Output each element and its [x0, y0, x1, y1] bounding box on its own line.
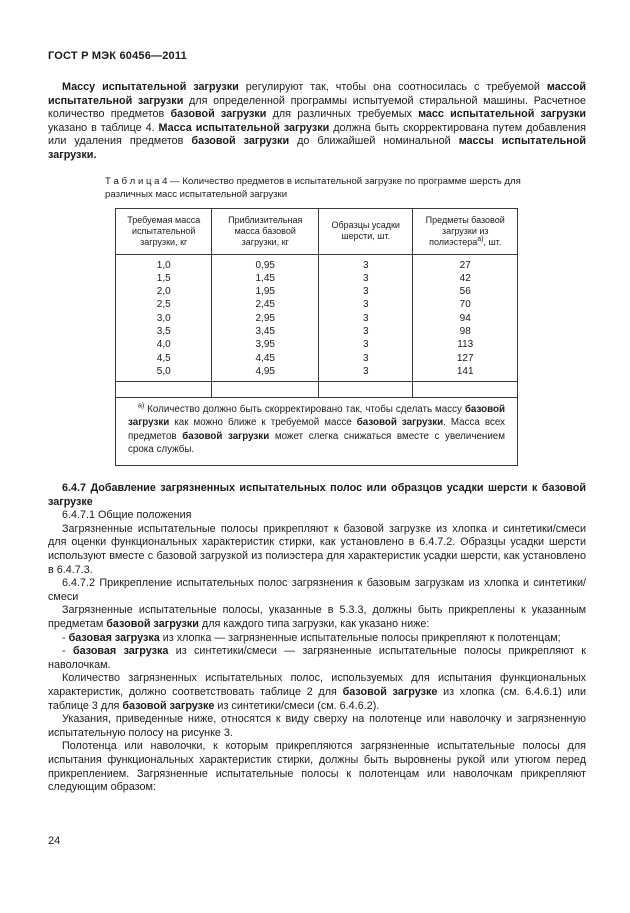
table-row [116, 285, 518, 298]
list-item-synthetic: - базовая загрузка из синтетики/смеси — загрязненные испытательные полосы прикрепляют к наволочкам. [48, 645, 586, 671]
table-cell: 3 [318, 298, 412, 311]
paragraph-directions: Указания, приведенные ниже, относятся к виду сверху на полотенце или наволочку и загрязненную испытательную полосу на рисунке 3. [48, 713, 586, 739]
table-cell: 3 [318, 272, 412, 285]
table-cell: 27 [413, 254, 518, 272]
table-cell: 42 [413, 272, 518, 285]
table-body [116, 254, 518, 382]
table-row [116, 365, 518, 382]
table-cell: 56 [413, 285, 518, 298]
table-cell: 2,0 [116, 285, 212, 298]
column-header-required-mass: Требуемая масса испытательной загрузки, кг [116, 208, 212, 254]
table-cell: 0,95 [212, 254, 319, 272]
section-heading-6472: 6.4.7.2 Прикрепление испытательных полос загрязнения к базовым загрузкам из хлопка и синтетики/смеси [48, 577, 586, 603]
table-cell: 4,95 [212, 365, 319, 382]
table-cell: 98 [413, 325, 518, 338]
table-cell: 1,45 [212, 272, 319, 285]
table-cell: 3,95 [212, 338, 319, 351]
table-cell: 113 [413, 338, 518, 351]
section-heading-647: 6.4.7 Добавление загрязненных испытательных полос или образцов усадки шерсти к базовой загрузке [48, 482, 586, 508]
table-cell: 1,0 [116, 254, 212, 272]
table-cell: 3 [318, 254, 412, 272]
table-row [116, 272, 518, 285]
table-footnote: $^{а)}$ Количество должно быть скорректировано так, чтобы сделать массу базовой загрузки как можно ближе к требуемой массе базовой загрузки. Масса всех предметов базовой загрузки может слегка снижаться вместе с увеличением срока службы. [116, 398, 518, 466]
table-caption: Т а б л и ц а 4 — Количество предметов в испытательной загрузке по программе шерсть для различных масс испытательной загрузки [105, 175, 521, 200]
section-heading-6471: 6.4.7.1 Общие положения [62, 509, 192, 522]
wool-load-table [115, 208, 518, 466]
table-cell: 141 [413, 365, 518, 382]
table-cell: 3,45 [212, 325, 319, 338]
table-row [116, 352, 518, 365]
table-cell: 70 [413, 298, 518, 311]
paragraph-attach: Загрязненные испытательные полосы, указанные в 5.3.3, должны быть прикреплены к указанным предметам базовой загрузки для каждого типа загрузки, как указано ниже: [48, 604, 586, 630]
table-cell: 5,0 [116, 365, 212, 382]
table-cell: 3 [318, 312, 412, 325]
empty-cell [116, 382, 212, 398]
table-cell: 4,5 [116, 352, 212, 365]
table-cell: 3 [318, 338, 412, 351]
table-cell: 3,5 [116, 325, 212, 338]
standard-number-header: ГОСТ Р МЭК 60456—2011 [48, 50, 187, 62]
empty-cell [212, 382, 319, 398]
paragraph-towels: Полотенца или наволочки, к которым прикрепляются загрязненные испытательные полосы для испытания функциональных характеристик стирки, должны быть выровнены рукой или утюгом перед прикреплением. Загрязненные испытательные полосы к полотенцам или наволочкам прикрепляют следующим образом: [48, 740, 586, 794]
table-cell: 2,95 [212, 312, 319, 325]
table-cell: 3 [318, 285, 412, 298]
page-number: 24 [48, 835, 61, 847]
table-cell: 4,45 [212, 352, 319, 365]
table-cell: 3 [318, 352, 412, 365]
table-footnote-row [116, 398, 518, 466]
paragraph-count: Количество загрязненных испытательных полос, используемых для испытания функциональных характеристик, должно соответствовать таблице 2 для базовой загрузке из хлопка (см. 6.4.6.1) или таблице 3 для базовой загрузке из синтетики/смеси (см. 6.4.6.2). [48, 672, 586, 712]
column-header-polyester-items: Предметы базовой загрузки из полиэстера$^{а)}$, шт. [413, 208, 518, 254]
table-cell: 1,5 [116, 272, 212, 285]
table-row [116, 338, 518, 351]
intro-paragraph: Массу испытательной загрузки регулируют так, чтобы она соотносилась с требуемой массой испытательной загрузки для определенной программы испытуемой стиральной машины. Расчетное количество предметов базовой загрузки для различных требуемых масс испытательной загрузки указано в таблице 4. Масса испытательной загрузки должна быть скорректирована путем добавления или удаления предметов базовой загрузки до ближайшей номинальной массы испытательной загрузки. [48, 81, 587, 161]
column-header-approx-mass: Приблизительная масса базовой загрузки, кг [212, 208, 319, 254]
table-header-row [116, 208, 518, 254]
empty-cell [318, 382, 412, 398]
empty-cell [413, 382, 518, 398]
table-cell: 3,0 [116, 312, 212, 325]
page-content [48, 50, 586, 795]
table-cell: 2,45 [212, 298, 319, 311]
table-cell: 127 [413, 352, 518, 365]
table-cell: 3 [318, 325, 412, 338]
table-cell: 94 [413, 312, 518, 325]
column-header-wool-samples: Образцы усадки шерсти, шт. [318, 208, 412, 254]
table-empty-row [116, 382, 518, 398]
paragraph-general: Загрязненные испытательные полосы прикрепляют к базовой загрузке из хлопка и синтетики/смеси для оценки функциональных характеристик стирки, как установлено в 6.4.7.2. Образцы усадки шерсти используют вместе с базовой загрузкой из полиэстера для характеристик усадки шерсти, как установлено в 6.4.7.3. [48, 522, 586, 576]
table-cell: 1,95 [212, 285, 319, 298]
table-cell: 3 [318, 365, 412, 382]
list-item-cotton: - базовая загрузка из хлопка — загрязненные испытательные полосы прикрепляют к полотенцам; [62, 631, 561, 644]
table-row [116, 298, 518, 311]
table-row [116, 254, 518, 272]
table-row [116, 312, 518, 325]
table-row [116, 325, 518, 338]
table-cell: 2,5 [116, 298, 212, 311]
table-cell: 4,0 [116, 338, 212, 351]
table-spacer [116, 382, 518, 398]
